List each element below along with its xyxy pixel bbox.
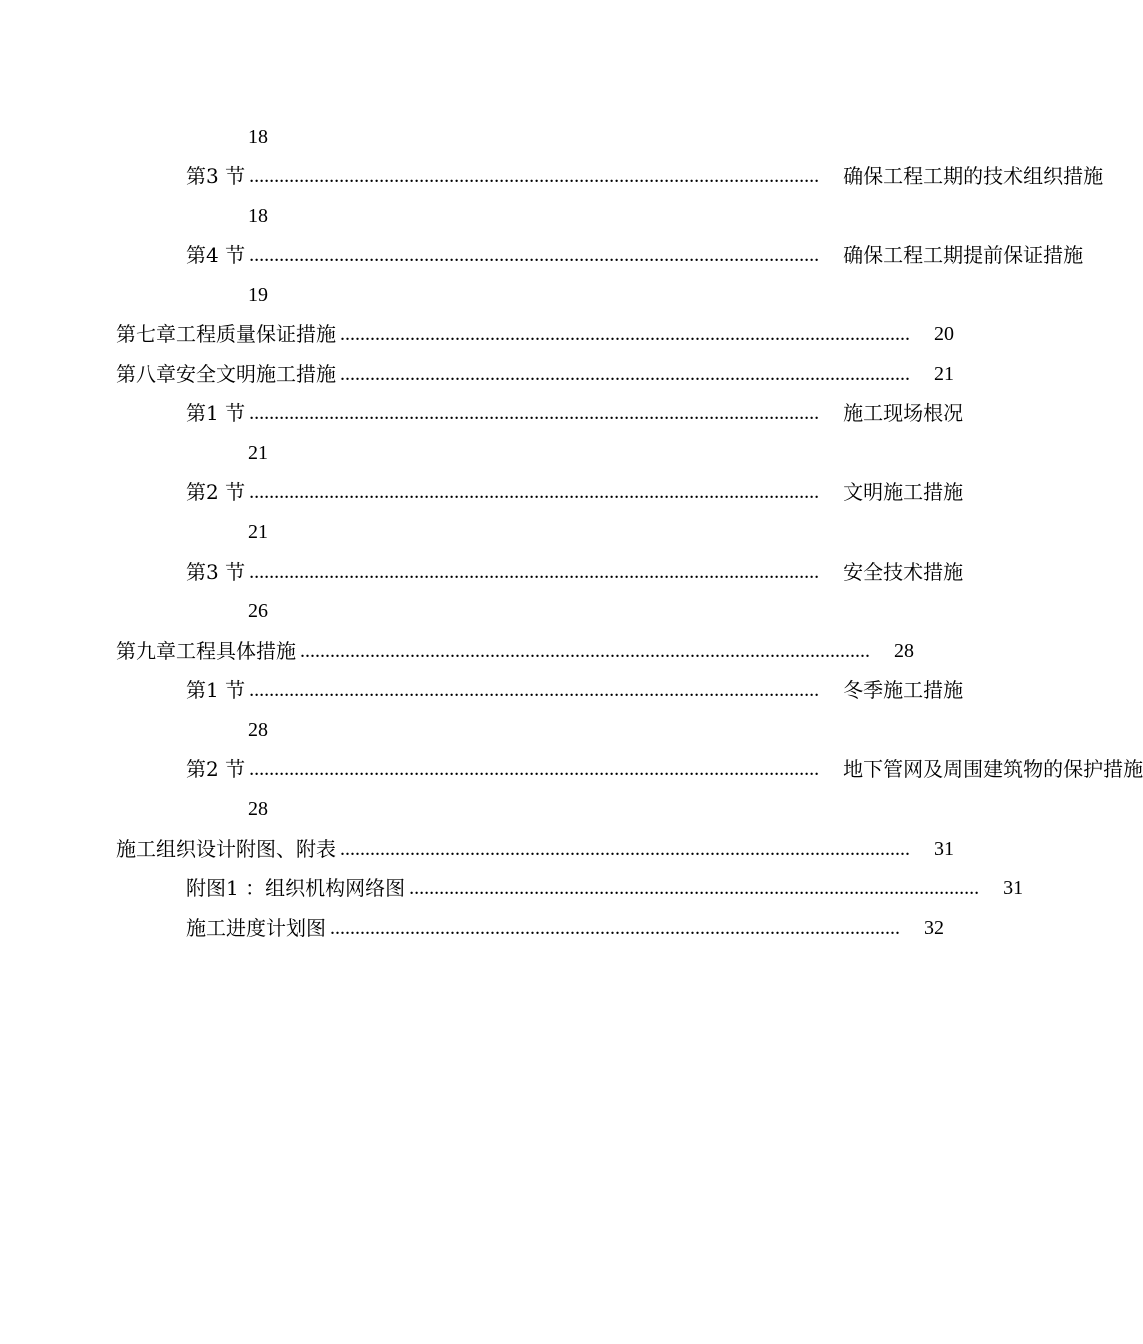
toc-chapter-label: 第八章 xyxy=(116,362,176,386)
toc-page-number: 26 xyxy=(248,600,268,622)
toc-page-number: 28 xyxy=(894,640,914,662)
toc-page-number: 18 xyxy=(248,126,268,148)
toc-page-number: 18 xyxy=(248,205,268,227)
toc-section-label: 第3 节 xyxy=(186,560,246,584)
toc-section-label: 第4 节 xyxy=(186,243,246,267)
toc-section-title: 文明施工措施 xyxy=(843,480,964,504)
toc-dot-leader: .................................................................................................................. xyxy=(409,877,980,899)
toc-page-number: 19 xyxy=(248,284,268,306)
toc-entry-section[interactable] xyxy=(186,754,1143,784)
toc-section-title: 安全技术措施 xyxy=(843,560,964,584)
toc-dot-leader: .................................................................................................................. xyxy=(340,838,910,860)
toc-section-label: 第2 节 xyxy=(186,757,246,781)
toc-section-label: 第1 节 xyxy=(186,401,246,425)
toc-section-title: 冬季施工措施 xyxy=(843,678,964,702)
toc-dot-leader: .................................................................................................................. xyxy=(340,323,910,345)
toc-dot-leader: .................................................................................................................. xyxy=(249,679,820,701)
toc-entry-section[interactable] xyxy=(186,398,964,428)
toc-page-number: 21 xyxy=(934,363,954,385)
toc-page-number: 20 xyxy=(934,323,954,345)
toc-chapter-title: 工程质量保证措施 xyxy=(176,322,336,346)
toc-dot-leader: .................................................................................................................. xyxy=(249,165,820,187)
toc-entry-appendix-item[interactable] xyxy=(186,913,944,943)
toc-appendix-item-title: 施工进度计划图 xyxy=(186,916,326,940)
toc-entry-chapter[interactable] xyxy=(116,319,954,349)
toc-section-title: 地下管网及周围建筑物的保护措施 xyxy=(843,757,1143,781)
toc-page-number: 21 xyxy=(248,521,268,543)
toc-dot-leader: .................................................................................................................. xyxy=(300,640,870,662)
toc-section-title: 施工现场根况 xyxy=(843,401,964,425)
toc-entry-section[interactable] xyxy=(186,675,964,705)
toc-entry-section[interactable] xyxy=(186,557,964,587)
toc-section-label: 第3 节 xyxy=(186,164,246,188)
toc-dot-leader: .................................................................................................................. xyxy=(340,363,910,385)
toc-section-label: 第1 节 xyxy=(186,678,246,702)
toc-dot-leader: .................................................................................................................. xyxy=(330,917,900,939)
toc-entry-chapter[interactable] xyxy=(116,636,914,666)
toc-dot-leader: .................................................................................................................. xyxy=(249,402,820,424)
toc-page-number: 32 xyxy=(924,917,944,939)
toc-section-label: 第2 节 xyxy=(186,480,246,504)
toc-dot-leader: .................................................................................................................. xyxy=(249,758,820,780)
toc-chapter-label: 第九章 xyxy=(116,639,176,663)
toc-dot-leader: .................................................................................................................. xyxy=(249,244,820,266)
toc-entry-chapter[interactable] xyxy=(116,359,954,389)
toc-chapter-label: 第七章 xyxy=(116,322,176,346)
toc-entry-section[interactable] xyxy=(186,161,1104,191)
toc-chapter-title: 安全文明施工措施 xyxy=(176,362,336,386)
toc-page-number: 31 xyxy=(934,838,954,860)
toc-dot-leader: .................................................................................................................. xyxy=(249,481,820,503)
toc-entry-appendix[interactable] xyxy=(116,834,954,864)
toc-section-title: 确保工程工期的技术组织措施 xyxy=(843,164,1104,188)
toc-page-number: 28 xyxy=(248,719,268,741)
toc-page-number: 28 xyxy=(248,798,268,820)
toc-dot-leader: .................................................................................................................. xyxy=(249,561,820,583)
toc-section-title: 确保工程工期提前保证措施 xyxy=(843,243,1084,267)
toc-entry-appendix-item[interactable] xyxy=(186,873,1024,903)
toc-entry-section[interactable] xyxy=(186,477,964,507)
toc-appendix-item-title: 附图1 ：组织机构网络图 xyxy=(186,876,406,900)
toc-appendix-title: 施工组织设计附图、附表 xyxy=(116,837,336,861)
toc-page-number: 31 xyxy=(1003,877,1024,899)
toc-chapter-title: 工程具体措施 xyxy=(176,639,296,663)
toc-entry-section[interactable] xyxy=(186,240,1084,270)
toc-page-number: 21 xyxy=(248,442,268,464)
